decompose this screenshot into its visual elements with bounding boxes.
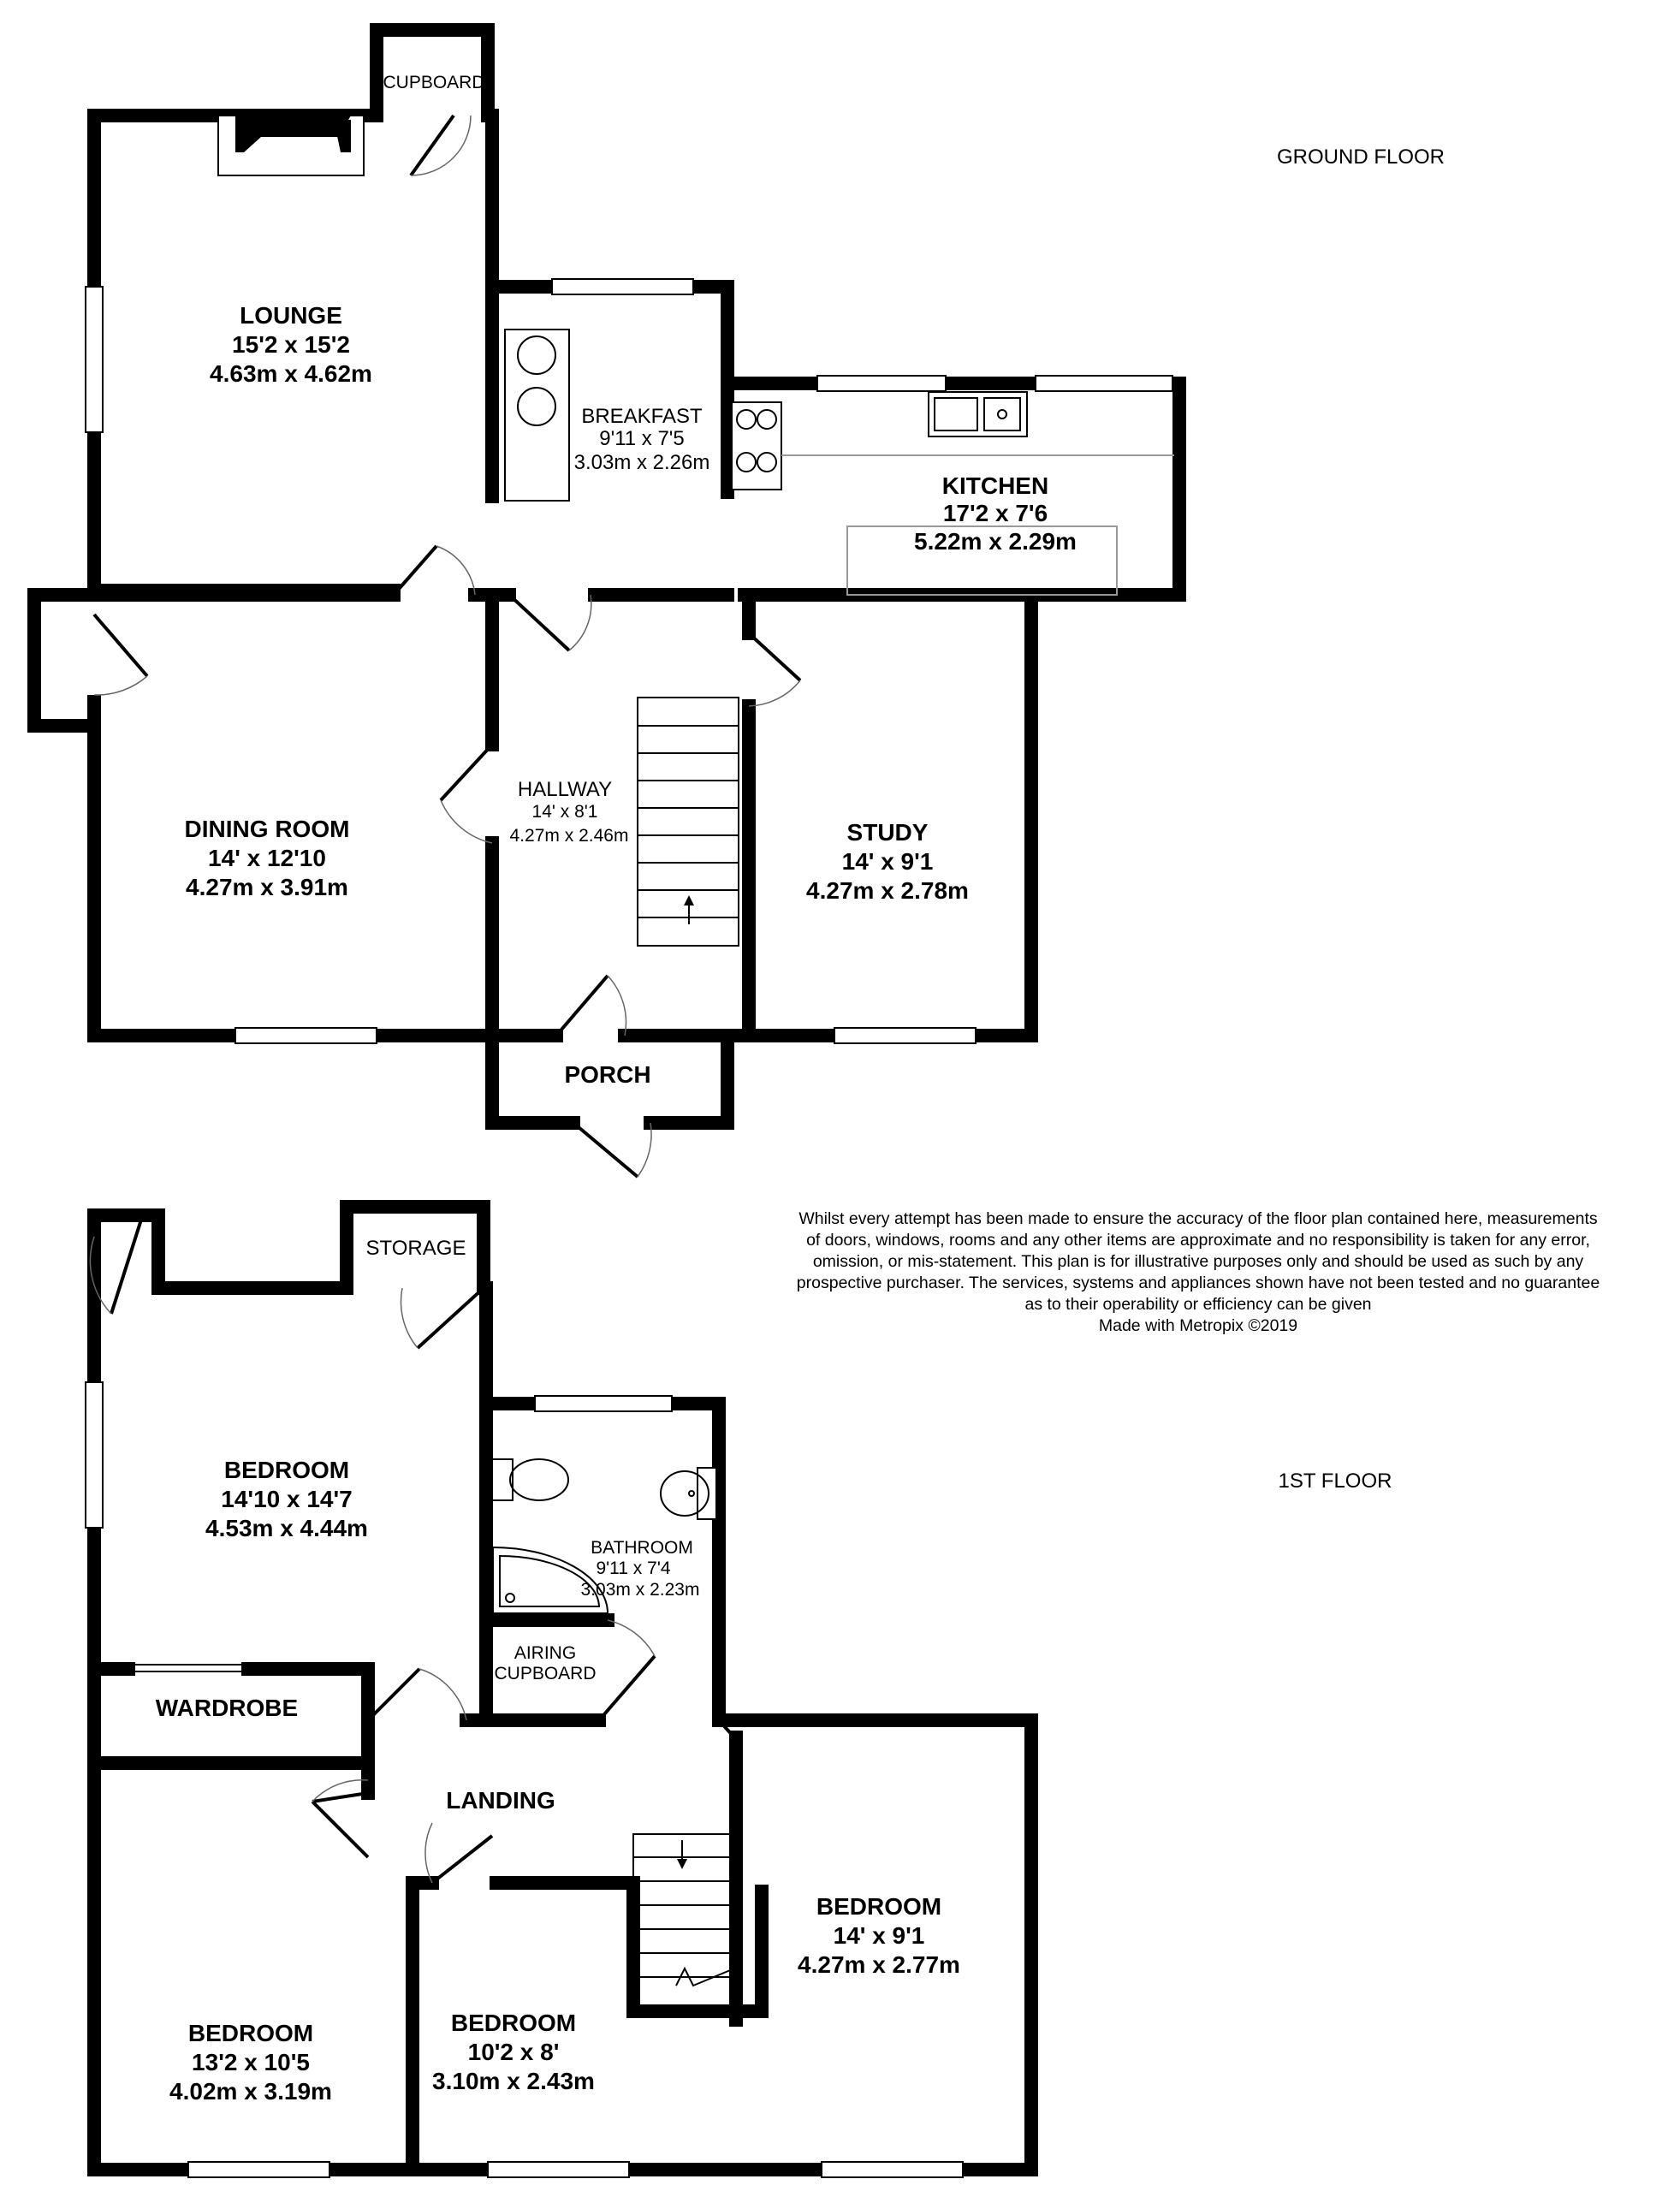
basin-icon xyxy=(661,1468,716,1519)
bedroom3-window xyxy=(488,2162,629,2177)
hallway-label: HALLWAY xyxy=(517,778,613,801)
study-metric: 4.27m x 2.78m xyxy=(806,877,969,904)
bedroom1-imperial: 14'10 x 14'7 xyxy=(221,1486,353,1512)
dining-bay-wall xyxy=(34,595,94,726)
porch-wall-right xyxy=(650,1036,727,1123)
bedroom1-side-window xyxy=(86,1382,103,1528)
breakfast-label: BREAKFAST xyxy=(581,405,703,428)
first-floor-plan xyxy=(86,1207,1031,2177)
first-floor-label: 1ST FLOOR xyxy=(1278,1470,1392,1493)
cupboard-wall xyxy=(377,30,492,287)
first-stairs xyxy=(633,1834,734,2011)
ground-doors xyxy=(94,116,800,1177)
breakfast-window xyxy=(552,279,693,294)
hallway-metric: 4.27m x 2.46m xyxy=(509,826,629,846)
bedroom3-imperial: 10'2 x 8' xyxy=(467,2039,560,2065)
study-imperial: 14' x 9'1 xyxy=(841,848,934,875)
ground-floor-label: GROUND FLOOR xyxy=(1276,145,1446,169)
fireplace-icon xyxy=(218,116,364,175)
breakfast-metric: 3.03m x 2.26m xyxy=(573,451,710,474)
bedroom2-metric: 4.02m x 3.19m xyxy=(169,2078,332,2105)
porch-wall xyxy=(492,1036,573,1123)
bedroom3-label: BEDROOM xyxy=(450,2010,577,2036)
landing-label: LANDING xyxy=(446,1787,555,1814)
airing-label-line1: AIRING xyxy=(513,1643,577,1663)
kitchen-imperial: 17'2 x 7'6 xyxy=(942,500,1048,526)
breakfast-imperial: 9'11 x 7'5 xyxy=(599,427,685,450)
bedroom1-metric: 4.53m x 4.44m xyxy=(205,1515,368,1541)
bedroom2-label: BEDROOM xyxy=(187,2020,314,2046)
hallway-imperial: 14' x 8'1 xyxy=(531,802,598,822)
dining-label: DINING ROOM xyxy=(184,816,350,842)
disclaimer xyxy=(727,1208,1669,1337)
bathroom-imperial: 9'11 x 7'4 xyxy=(596,1559,671,1578)
bedroom1-label: BEDROOM xyxy=(223,1457,350,1483)
ground-floor-plan xyxy=(34,30,1179,1177)
study-window xyxy=(834,1028,976,1043)
study-label: STUDY xyxy=(846,819,929,846)
wardrobe-label: WARDROBE xyxy=(155,1695,299,1721)
disclaimer-line: omission, or mis-statement. This plan is for illustrative purposes only and should be used as such by any xyxy=(812,1251,1584,1271)
kitchen-window-2 xyxy=(1036,376,1172,391)
porch-label: PORCH xyxy=(564,1061,651,1088)
bedroom4-window xyxy=(822,2162,963,2177)
dining-imperial: 14' x 12'10 xyxy=(208,845,326,871)
bedroom4-imperial: 14' x 9'1 xyxy=(833,1922,925,1949)
disclaimer-line: prospective purchaser. The services, systems and appliances shown have not been tested and no guarantee xyxy=(796,1273,1600,1292)
bathroom-metric: 3.03m x 2.23m xyxy=(580,1580,700,1600)
bathroom-label: BATHROOM xyxy=(591,1538,693,1558)
cooker-icon xyxy=(505,330,569,501)
airing-label-line2: CUPBOARD xyxy=(494,1664,597,1683)
sink-icon xyxy=(929,392,1027,436)
lounge-label: LOUNGE xyxy=(240,302,342,329)
bedroom4-label: BEDROOM xyxy=(816,1893,942,1920)
lounge-imperial: 15'2 x 15'2 xyxy=(232,331,350,358)
toilet-icon xyxy=(492,1459,568,1500)
disclaimer-line: Whilst every attempt has been made to ensure the accuracy of the floor plan contained here, measurements xyxy=(798,1209,1598,1228)
dining-window xyxy=(235,1028,377,1043)
cupboard-label: CUPBOARD xyxy=(383,73,485,92)
bedroom2-imperial: 13'2 x 10'5 xyxy=(192,2049,310,2075)
bedroom2-window xyxy=(188,2162,329,2177)
kitchen-window-1 xyxy=(817,376,946,391)
disclaimer-line: of doors, windows, rooms and any other items are approximate and no responsibility is taken for any error, xyxy=(806,1230,1590,1250)
bedroom4-metric: 4.27m x 2.77m xyxy=(798,1951,960,1978)
hob-icon xyxy=(732,402,781,490)
disclaimer-line: as to their operability or efficiency can be given xyxy=(1024,1294,1372,1314)
bathroom-window xyxy=(535,1396,672,1411)
lounge-side-window xyxy=(86,287,103,432)
storage-label: STORAGE xyxy=(365,1237,466,1260)
lounge-metric: 4.63m x 4.62m xyxy=(210,360,372,387)
dining-metric: 4.27m x 3.91m xyxy=(186,874,348,900)
ground-stairs xyxy=(638,698,739,946)
kitchen-label: KITCHEN xyxy=(941,472,1049,499)
disclaimer-line: Made with Metropix ©2019 xyxy=(1098,1315,1298,1335)
kitchen-metric: 5.22m x 2.29m xyxy=(914,528,1077,555)
bedroom3-metric: 3.10m x 2.43m xyxy=(432,2068,595,2094)
